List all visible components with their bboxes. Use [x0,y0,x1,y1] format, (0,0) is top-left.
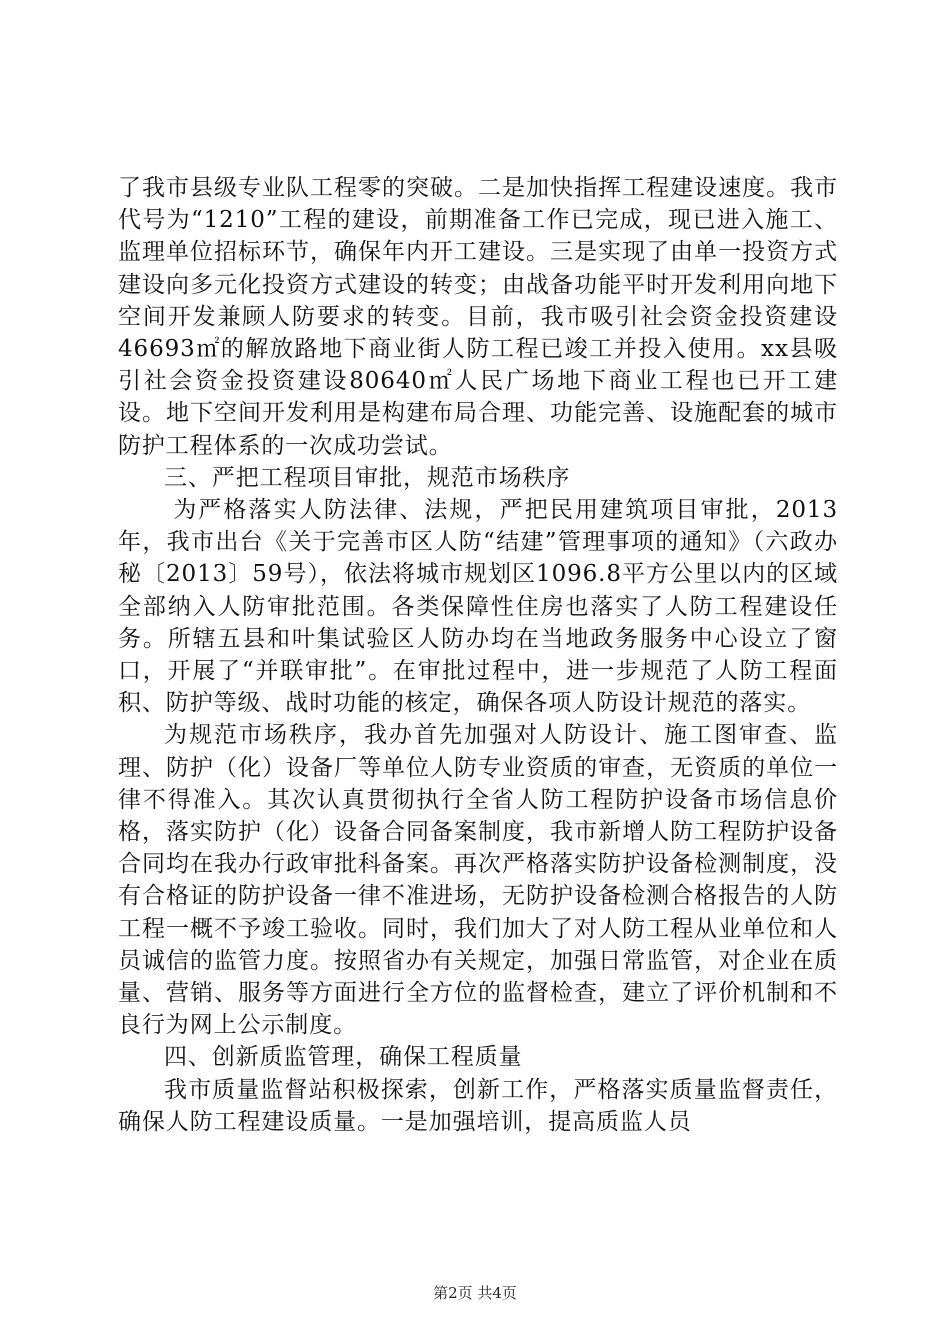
paragraph-market-order: 为规范市场秩序，我办首先加强对人防设计、施工图审查、监理、防护（化）设备厂等单位人防专业资质的审查，无资质的单位一律不得准入。其次认真贯彻执行全省人防工程防护设备市场信息价格，落实防护（化）设备合同备案制度，我市新增人防工程防护设备合同均在我办行政审批科备案。再次严格落实防护设备检测制度，没有合格证的防护设备一律不准进场，无防护设备检测合格报告的人防工程一概不予竣工验收。同时，我们加大了对人防工程从业单位和人员诚信的监管力度。按照省办有关规定，加强日常监管，对企业在质量、营销、服务等方面进行全方位的监督检查，建立了评价机制和不良行为网上公示制度。 [118,722,838,1039]
section-heading-4: 四、创新质监管理，确保工程质量 [164,1044,523,1071]
section-heading-3: 三、严把工程项目审批，规范市场秩序 [164,464,571,491]
paragraph-approval: 为严格落实人防法律、法规，严把民用建筑项目审批，2013年，我市出台《关于完善市区人防“结建”管理事项的通知》（六政办秘〔2013〕59号），依法将城市规划区1096.8平方公里以内的区域全部纳入人防审批范围。各类保障性住房也落实了人防工程建设任务。所辖五县和叶集试验区人防办均在当地政务服务中心设立了窗口，开展了“并联审批”。在审批过程中，进一步规范了人防工程面积、防护等级、战时功能的核定，确保各项人防设计规范的落实。 [118,497,838,717]
paragraph-quality: 我市质量监督站积极探索，创新工作，严格落实质量监督责任，确保人防工程建设质量。一是加强培训，提高质监人员 [118,1076,838,1135]
document-body [118,172,838,1138]
page-number-footer: 第2页 共4页 [433,1284,517,1302]
paragraph-continuation: 了我市县级专业队工程零的突破。二是加快指挥工程建设速度。我市代号为“1210”工程的建设，前期准备工作已完成，现已进入施工、监理单位招标环节，确保年内开工建设。三是实现了由单一投资方式建设向多元化投资方式建设的转变；由战备功能平时开发利用向地下空间开发兼顾人防要求的转变。目前，我市吸引社会资金投资建设46693㎡的解放路地下商业街人防工程已竣工并投入使用。xx县吸引社会资金投资建设80640㎡人民广场地下商业工程也已开工建设。地下空间开发利用是构建布局合理、功能完善、设施配套的城市防护工程体系的一次成功尝试。 [118,175,838,459]
